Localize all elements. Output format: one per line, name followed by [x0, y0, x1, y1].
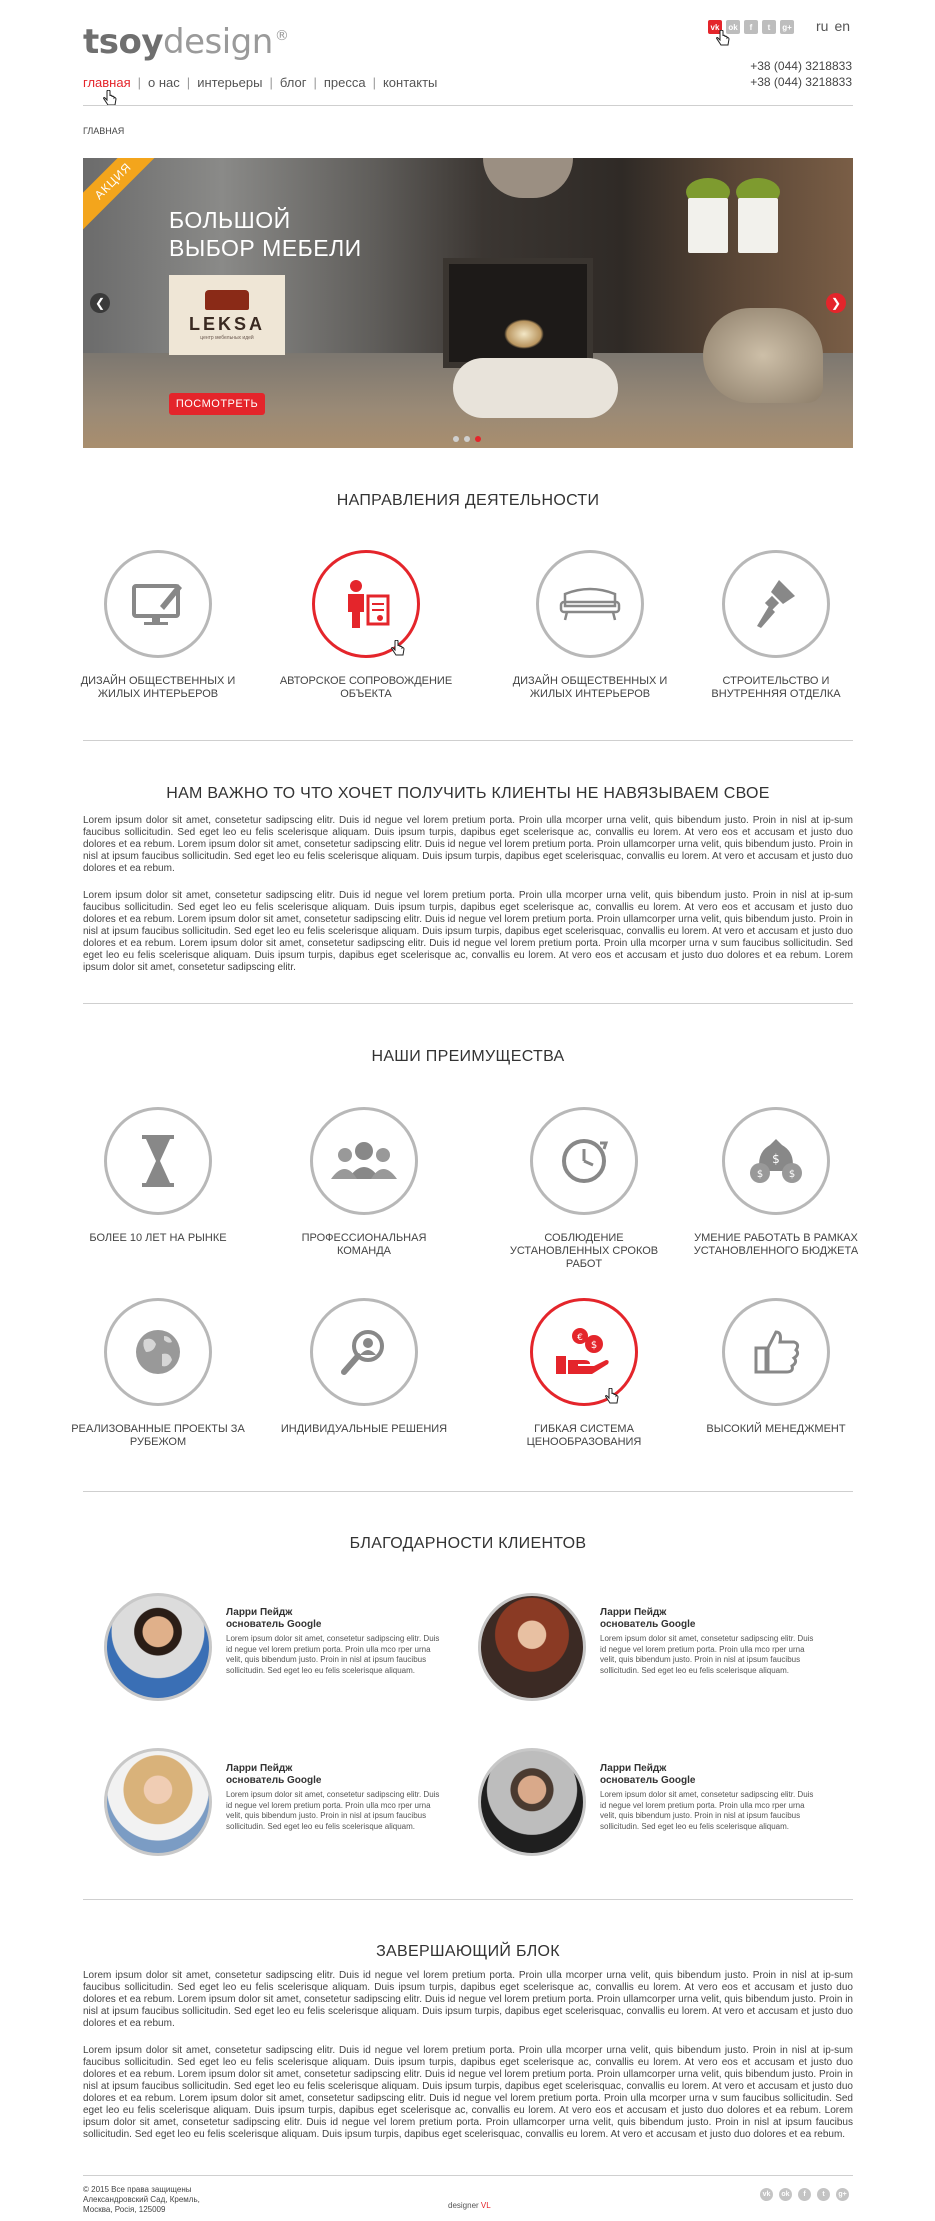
- testimonial-author: Ларри Пейдж основатель Google: [600, 1763, 696, 1786]
- advantage-label-7: ГИБКАЯ СИСТЕМА ЦЕНООБРАЗОВАНИЯ: [526, 1423, 642, 1448]
- direction-label-4: СТРОИТЕЛЬСТВО И ВНУТРЕННЯЯ ОТДЕЛКА: [711, 675, 841, 700]
- section-title-final: ЗАВЕРШАЮЩИЙ БЛОК: [376, 1943, 560, 1960]
- team-icon: [331, 1139, 397, 1183]
- logo-bold-text: tsoy: [83, 22, 164, 62]
- footer-social: [760, 2188, 849, 2201]
- money-bags-icon: [746, 1135, 806, 1187]
- direction-card-1[interactable]: [104, 550, 212, 658]
- paint-brush-icon: [751, 576, 801, 632]
- testimonial-text: Lorem ipsum dolor sit amet, consetetur sadipscing elitr. Duis id negue vel lorem pretium porta. Proin ulla mco rper urna velit, quis bibendum justo. Proin in nisl at ipsum faucibus sollicitudin. Sed eget leo eu felis scelerisque aliquam.: [600, 1790, 814, 1831]
- main-nav: главная | о нас | интерьеры | блог | пресса | контакты: [83, 75, 438, 90]
- advantage-label-5: РЕАЛИЗОВАННЫЕ ПРОЕКТЫ ЗА РУБЕЖОМ: [71, 1423, 245, 1448]
- table-image: [453, 358, 618, 418]
- slider-dot[interactable]: [453, 436, 459, 442]
- avatar: [478, 1593, 586, 1701]
- testimonial-text: Lorem ipsum dolor sit amet, consetetur sadipscing elitr. Duis id negue vel lorem pretium porta. Proin ulla mco rper urna velit, quis bibendum justo. Proin in nisl at ipsum faucibus sollicitudin. Sed eget leo eu felis scelerisque aliquam.: [226, 1634, 440, 1675]
- fireplace-image: [443, 258, 593, 368]
- about-paragraph-1: Lorem ipsum dolor sit amet, consetetur sadipscing elitr. Duis id negue vel lorem pretium porta. Proin ulla mcorper urna velit, quis bibendum justo. Proin in nisl at ip-sum faucibus sollicitudin. Sed eget leo eu felis scelerisque aliquam. Duis ipsum turpis, dapibus eget scelerisque ac, convallis eu lorem. At vero eos et accusam et justo duo dolores et ea rebum. Lorem ipsum dolor sit amet, consetetur sadipscing elitr. Duis id negue vel lorem pretium porta. Proin ullamcorper urna velit, quis bibendum justo. Proin in nisl at ipsum faucibus sollicitudin. Sed eget leo eu felis scelerisque aliquam. Duis ipsum turpis, dapibus eget scelerisquac, convallis eu lorem. At vero et accusam et justo duo dolores et ea rebum.: [83, 815, 853, 874]
- sofa-icon: [557, 584, 623, 624]
- nav-item-home[interactable]: главная: [83, 75, 131, 90]
- advantage-label-3: СОБЛЮДЕНИЕ УСТАНОВЛЕННЫХ СРОКОВ РАБОТ: [509, 1232, 659, 1270]
- direction-label-1: ДИЗАЙН ОБЩЕСТВЕННЫХ И ЖИЛЫХ ИНТЕРЬЕРОВ: [80, 675, 236, 700]
- nav-item-interiors[interactable]: интерьеры: [197, 75, 263, 90]
- nav-item-press[interactable]: пресса: [323, 75, 366, 90]
- divider: [83, 1003, 853, 1004]
- search-person-icon: [336, 1324, 392, 1380]
- hand-coins-icon: [554, 1324, 614, 1380]
- google-plus-icon[interactable]: g+: [780, 20, 794, 34]
- advantage-label-2: ПРОФЕССИОНАЛЬНАЯ КОМАНДА: [301, 1232, 427, 1257]
- advantage-label-8: ВЫСОКИЙ МЕНЕДЖМЕНТ: [706, 1423, 846, 1435]
- breadcrumb: ГЛАВНАЯ: [83, 126, 125, 136]
- advantage-card-4[interactable]: [722, 1107, 830, 1215]
- advantage-card-3[interactable]: [530, 1107, 638, 1215]
- phone-2[interactable]: +38 (044) 3218833: [750, 75, 852, 89]
- advantage-label-1: БОЛЕЕ 10 ЛЕТ НА РЫНКЕ: [89, 1232, 227, 1244]
- site-logo[interactable]: [83, 22, 288, 62]
- advantage-card-6[interactable]: [310, 1298, 418, 1406]
- direction-label-3: ДИЗАЙН ОБЩЕСТВЕННЫХ И ЖИЛЫХ ИНТЕРЬЕРОВ: [512, 675, 668, 700]
- odnoklassniki-icon[interactable]: ok: [726, 20, 740, 34]
- nav-item-about[interactable]: о нас: [148, 75, 180, 90]
- divider: [83, 1899, 853, 1900]
- slider-dots: [453, 436, 481, 442]
- lang-en[interactable]: en: [834, 18, 851, 34]
- advantage-card-1[interactable]: [104, 1107, 212, 1215]
- divider: [83, 2175, 853, 2176]
- svg-text:$: $: [788, 1169, 796, 1180]
- slide-title: БОЛЬШОЙ ВЫБОР МЕБЕЛИ: [169, 207, 362, 261]
- google-plus-icon[interactable]: g+: [836, 2188, 849, 2201]
- about-paragraph-2: Lorem ipsum dolor sit amet, consetetur sadipscing elitr. Duis id negue vel lorem pretium porta. Proin ulla mcorper urna velit, quis bibendum justo. Proin in nisl at ip-sum faucibus sollicitudin. Sed eget leo eu felis scelerisque aliquam. Duis ipsum turpis, dapibus eget scelerisque ac, convallis eu lorem. At vero eos et accusam et justo duo dolores et ea rebum. Lorem ipsum dolor sit amet, consetetur sadipscing elitr. Duis id negue vel lorem pretium porta. Proin ullamcorper urna velit, quis bibendum justo. Proin in nisl at ipsum faucibus sollicitudin. Sed eget leo eu felis scelerisque aliquam. Duis ipsum turpis, dapibus eget scelerisquac, convallis eu lorem. At vero et accusam et justo duo dolores et ea rebum. Lorem ipsum dolor sit amet, consetetur sadipscing elitr. Duis id negue vel lorem pretium porta. Proin ulla mcorper urna v sum faucibus sollicitudin. Sed eget leo eu felis scelerisque aliquam. Duis ipsum turpis, dapibus eget scelerisque ac, convallis eu lorem. At vero eos et accusam et justo duo dolores et ea rebum. Lorem ipsum dolor sit amet, consetetur sadipscing elitr.: [83, 890, 853, 973]
- avatar: [478, 1748, 586, 1856]
- svg-text:$: $: [590, 1340, 598, 1351]
- direction-label-2: АВТОРСКОЕ СОПРОВОЖДЕНИЕ ОБЪЕКТА: [279, 675, 453, 700]
- hand-cursor-icon: [716, 30, 730, 48]
- slider-prev-icon[interactable]: ❮: [90, 293, 110, 313]
- logo-registered-mark: ®: [274, 28, 289, 44]
- hero-slider: [83, 158, 853, 448]
- section-title-directions: НАПРАВЛЕНИЯ ДЕЯТЕЛЬНОСТИ: [336, 492, 600, 509]
- testimonial-author: Ларри Пейдж основатель Google: [226, 1607, 322, 1630]
- testimonial-text: Lorem ipsum dolor sit amet, consetetur sadipscing elitr. Duis id negue vel lorem pretium porta. Proin ulla mco rper urna velit, quis bibendum justo. Proin in nisl at ipsum faucibus sollicitudin. Sed eget leo eu felis scelerisque aliquam.: [600, 1634, 814, 1675]
- divider: [83, 105, 853, 106]
- designer-credit[interactable]: designer VL: [448, 2201, 491, 2210]
- final-paragraph-2: Lorem ipsum dolor sit amet, consetetur sadipscing elitr. Duis id negue vel lorem pretium porta. Proin ulla mcorper urna velit, quis bibendum justo. Proin in nisl at ip-sum faucibus sollicitudin. Sed eget leo eu felis scelerisque aliquam. Duis ipsum turpis, dapibus eget scelerisque ac, convallis eu lorem. At vero eos et accusam et justo duo dolores et ea rebum. Lorem ipsum dolor sit amet, consetetur sadipscing elitr. Duis id negue vel lorem pretium porta. Proin ullamcorper urna velit, quis bibendum justo. Proin in nisl at ipsum faucibus sollicitudin. Sed eget leo eu felis scelerisque aliquam. Duis ipsum turpis, dapibus eget scelerisquac, convallis eu lorem. At vero et accusam et justo duo dolores et ea rebum. Lorem ipsum dolor sit amet, consetetur sadipscing elitr. Duis id negue vel lorem pretium porta. Proin ulla mcorper urna v sum faucibus sollicitudin. Sed eget leo eu felis scelerisque aliquam. Duis ipsum turpis, dapibus eget scelerisque ac, convallis eu lorem. At vero eos et accusam et justo duo dolores et ea rebum. Lorem ipsum dolor sit amet, consetetur sadipscing elitr. Duis id negue vel lorem pretium porta. Proin ullamcorper urna velit, quis bibendum justo. Proin in nisl at ipsum faucibus sollicitudin. Sed eget leo eu felis scelerisque aliquam. Duis ipsum turpis, dapibus eget scelerisquac, convallis eu lorem. At vero et accusam et justo duo dolores et ea rebum.: [83, 2045, 853, 2140]
- brand-logo[interactable]: LEKSA центр мебельных идей: [169, 275, 285, 355]
- slider-next-icon[interactable]: ❯: [826, 293, 846, 313]
- odnoklassniki-icon[interactable]: ok: [779, 2188, 792, 2201]
- vk-icon[interactable]: vk: [708, 20, 722, 34]
- svg-text:$: $: [772, 1152, 780, 1166]
- view-button[interactable]: ПОСМОТРЕТЬ: [169, 393, 265, 415]
- hand-cursor-icon: [391, 640, 405, 658]
- sofa-icon: [205, 290, 249, 310]
- final-paragraph-1: Lorem ipsum dolor sit amet, consetetur sadipscing elitr. Duis id negue vel lorem pretium porta. Proin ulla mcorper urna velit, quis bibendum justo. Proin in nisl at ip-sum faucibus sollicitudin. Sed eget leo eu felis scelerisque aliquam. Duis ipsum turpis, dapibus eget scelerisque ac, convallis eu lorem. At vero eos et accusam et justo duo dolores et ea rebum. Lorem ipsum dolor sit amet, consetetur sadipscing elitr. Duis id negue vel lorem pretium porta. Proin ullamcorper urna velit, quis bibendum justo. Proin in nisl at ipsum faucibus sollicitudin. Sed eget leo eu felis scelerisque aliquam. Duis ipsum turpis, dapibus eget scelerisquac, convallis eu lorem. At vero et accusam et justo duo dolores et ea rebum.: [83, 1970, 853, 2029]
- logo-light-text: design: [163, 22, 273, 62]
- language-switch: [816, 18, 850, 34]
- footer-copyright: © 2015 Все права защищены Александровский Сад, Кремль, Москва, Росія, 125009: [83, 2185, 200, 2214]
- chair-image: [703, 308, 823, 403]
- nav-item-contacts[interactable]: контакты: [382, 75, 438, 90]
- avatar: [104, 1748, 212, 1856]
- facebook-icon[interactable]: f: [798, 2188, 811, 2201]
- nav-item-blog[interactable]: блог: [279, 75, 307, 90]
- advantage-card-7[interactable]: [530, 1298, 638, 1406]
- advantage-label-6: ИНДИВИДУАЛЬНЫЕ РЕШЕНИЯ: [280, 1423, 448, 1435]
- slider-dot[interactable]: [464, 436, 470, 442]
- hand-cursor-icon: [605, 1388, 619, 1406]
- advantage-label-4: УМЕНИЕ РАБОТАТЬ В РАМКАХ УСТАНОВЛЕННОГО БЮДЖЕТА: [693, 1232, 859, 1257]
- testimonial-text: Lorem ipsum dolor sit amet, consetetur sadipscing elitr. Duis id negue vel lorem pretium porta. Proin ulla mco rper urna velit, quis bibendum justo. Proin in nisl at ipsum faucibus sollicitudin. Sed eget leo eu felis scelerisque aliquam.: [226, 1790, 440, 1831]
- testimonial-author: Ларри Пейдж основатель Google: [226, 1763, 322, 1786]
- svg-text:$: $: [756, 1169, 764, 1180]
- thumbs-up-icon: [748, 1324, 804, 1380]
- phone-1[interactable]: +38 (044) 3218833: [750, 59, 852, 73]
- promo-badge: [83, 158, 165, 233]
- person-document-icon: [338, 576, 394, 632]
- section-title-about: НАМ ВАЖНО ТО ЧТО ХОЧЕТ ПОЛУЧИТЬ КЛИЕНТЫ НЕ НАВЯЗЫВАЕМ СВОЕ: [166, 785, 770, 802]
- twitter-icon[interactable]: t: [817, 2188, 830, 2201]
- globe-icon: [130, 1324, 186, 1380]
- hourglass-icon: [138, 1133, 178, 1189]
- svg-text:€: €: [577, 1333, 583, 1343]
- facebook-icon[interactable]: f: [744, 20, 758, 34]
- advantage-card-8[interactable]: [722, 1298, 830, 1406]
- advantage-card-2[interactable]: [310, 1107, 418, 1215]
- direction-card-3[interactable]: [536, 550, 644, 658]
- avatar: [104, 1593, 212, 1701]
- divider: [83, 740, 853, 741]
- advantage-card-5[interactable]: [104, 1298, 212, 1406]
- section-title-testimonials: БЛАГОДАРНОСТИ КЛИЕНТОВ: [349, 1535, 587, 1552]
- vk-icon[interactable]: vk: [760, 2188, 773, 2201]
- monitor-pen-icon: [130, 580, 186, 628]
- section-title-advantages: НАШИ ПРЕИМУЩЕСТВА: [371, 1048, 565, 1065]
- clock-icon: [556, 1133, 612, 1189]
- phones: [738, 58, 852, 90]
- twitter-icon[interactable]: t: [762, 20, 776, 34]
- testimonial-author: Ларри Пейдж основатель Google: [600, 1607, 696, 1630]
- lang-ru[interactable]: ru: [816, 18, 829, 34]
- lamp-image: [483, 158, 573, 198]
- promo-badge-label: АКЦИЯ: [91, 159, 135, 203]
- slider-dot[interactable]: [475, 436, 481, 442]
- direction-card-4[interactable]: [722, 550, 830, 658]
- divider: [83, 1491, 853, 1492]
